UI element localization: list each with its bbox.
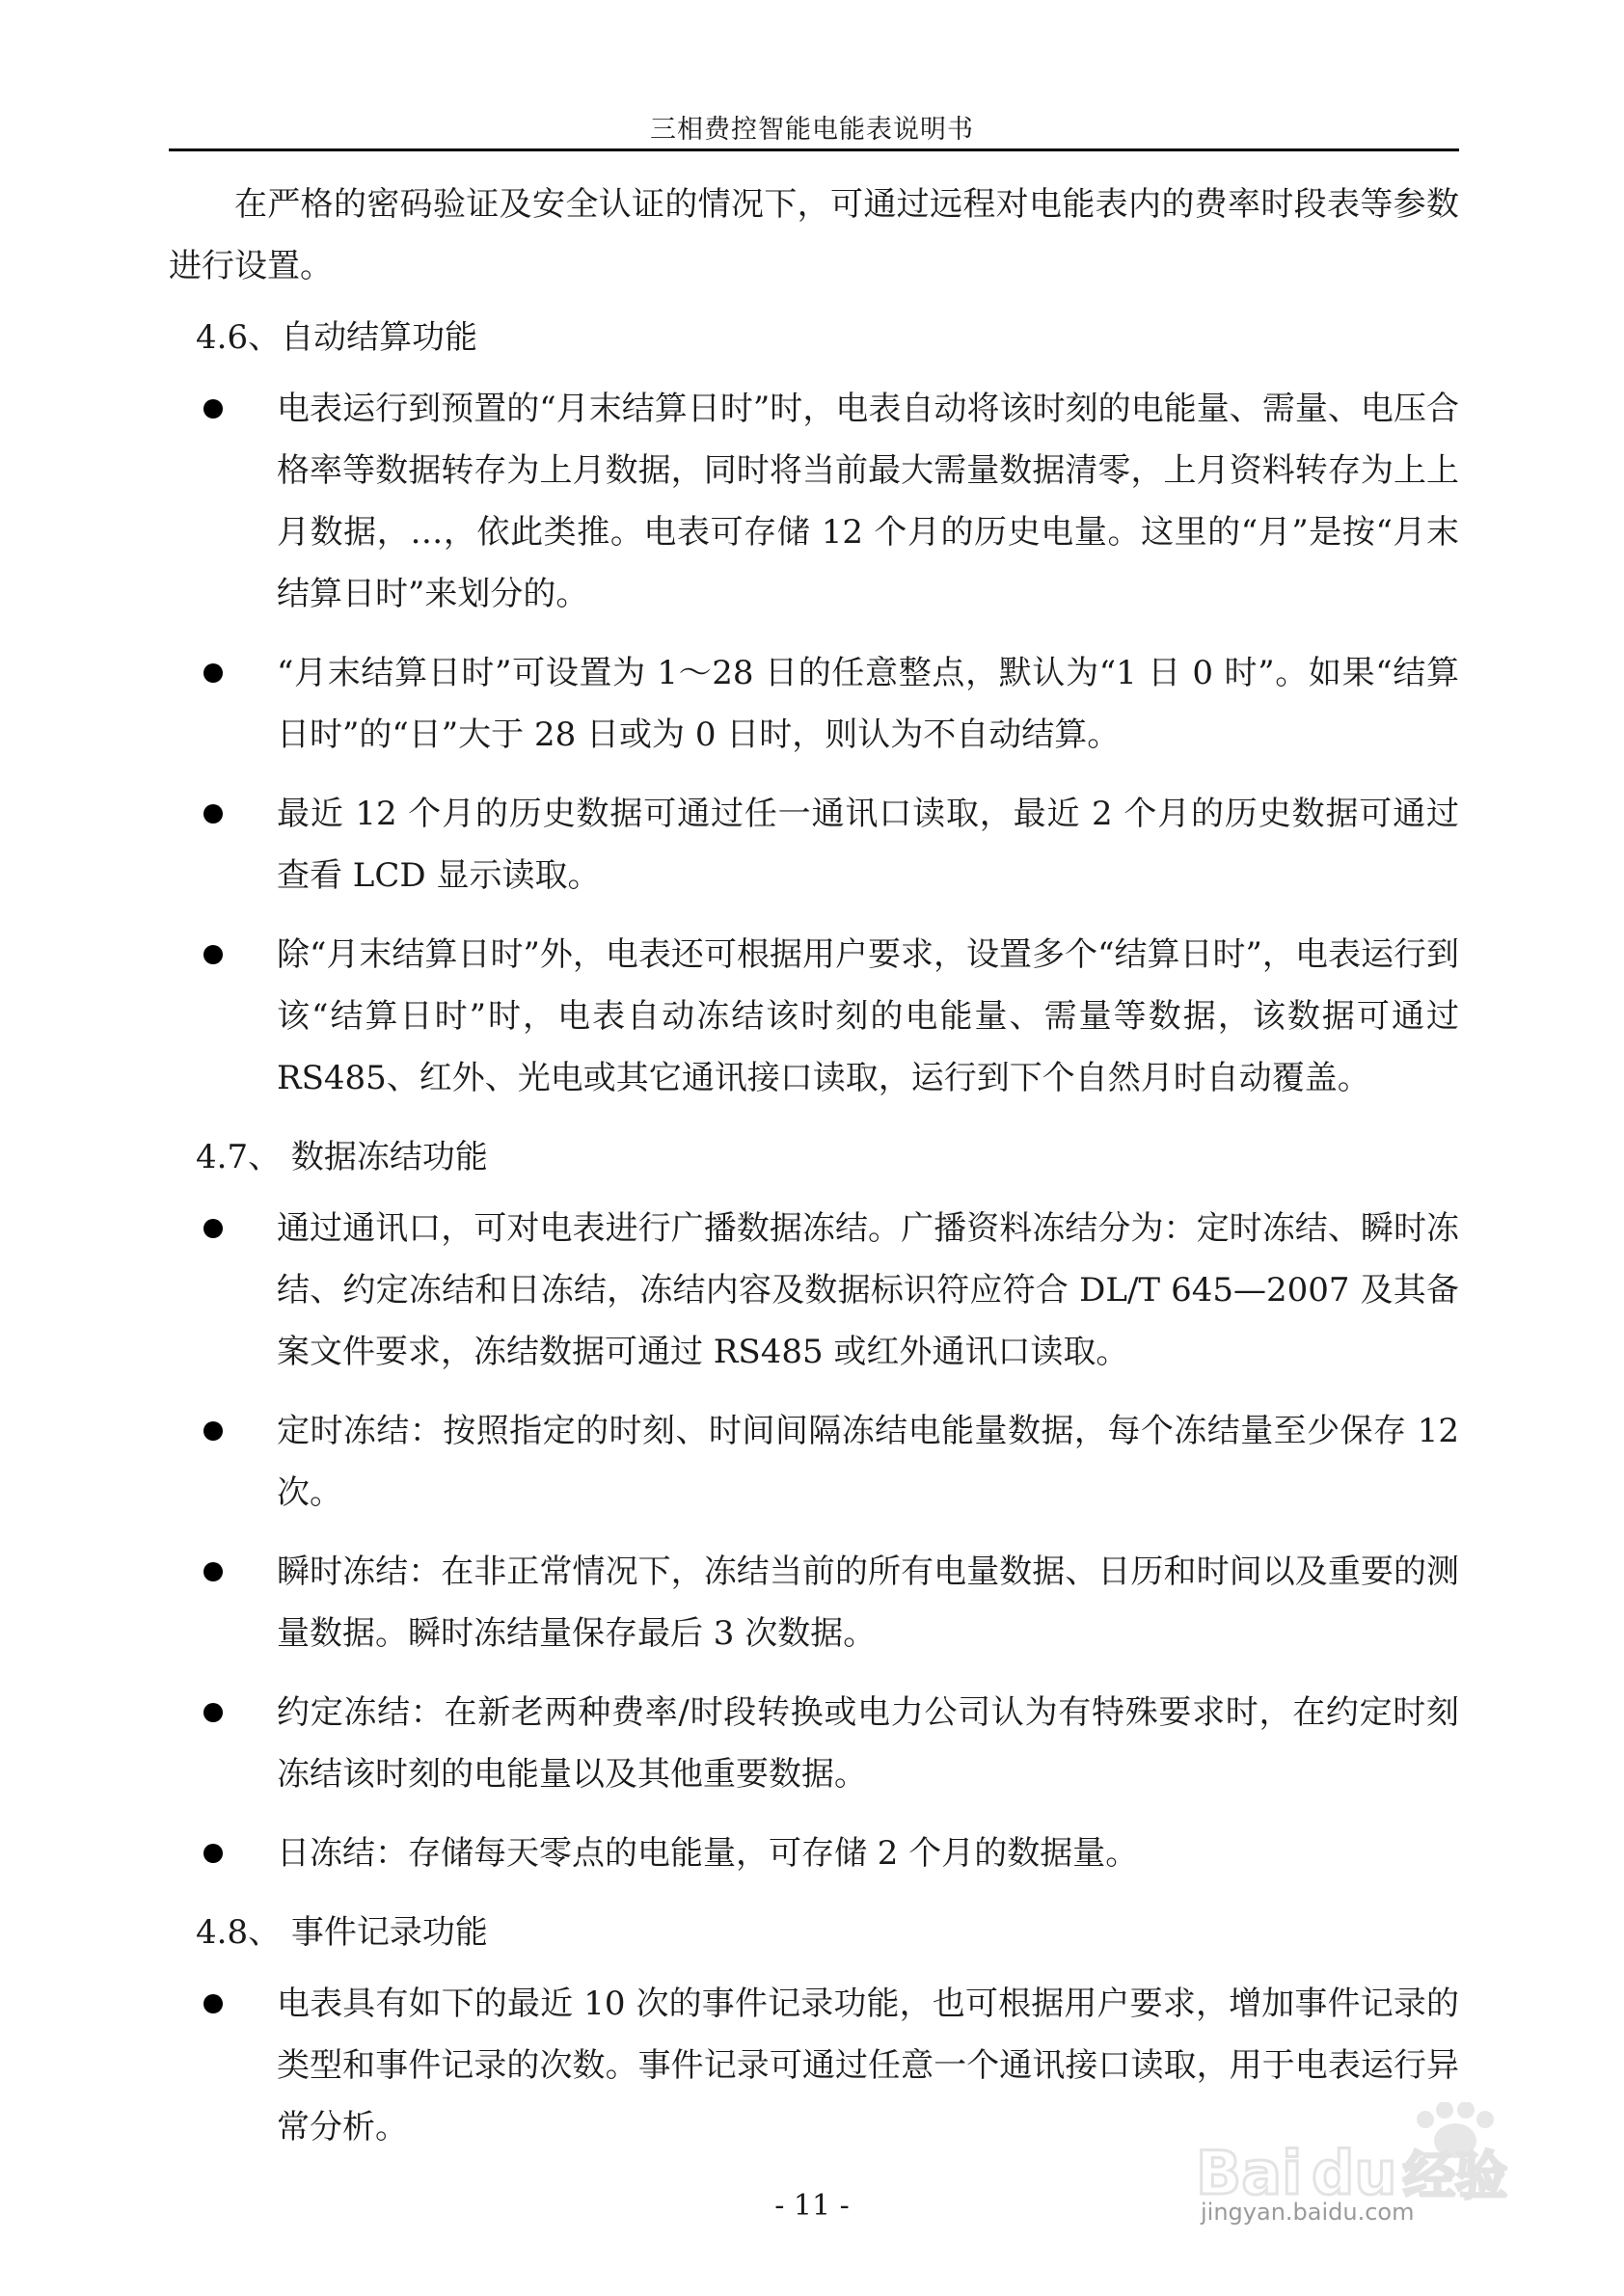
list-item [169, 1198, 1459, 1383]
document-body [169, 174, 1459, 2175]
bullet-icon [203, 663, 223, 683]
list-item [169, 783, 1459, 906]
watermark-url: jingyan.baidu.com [1201, 2199, 1415, 2226]
list-item-text: 约定冻结：在新老两种费率/时段转换或电力公司认为有特殊要求时，在约定时刻冻结该时刻的电能量以及其他重要数据。 [277, 1693, 1459, 1794]
bullet-icon [203, 1562, 223, 1581]
bullet-icon [203, 1703, 223, 1722]
list-item [169, 1682, 1459, 1805]
header-divider [169, 149, 1459, 151]
list-item-text: 日冻结：存储每天零点的电能量，可存储 2 个月的数据量。 [277, 1834, 1139, 1873]
svg-text:du: du [1312, 2138, 1397, 2208]
bullet-icon [203, 1421, 223, 1441]
list-item [169, 378, 1459, 625]
svg-text:经验: 经验 [1403, 2146, 1507, 2206]
bullet-icon [203, 399, 223, 419]
header-title: 三相费控智能电能表说明书 [650, 115, 974, 145]
bullet-icon [203, 1994, 223, 2013]
bullet-icon [203, 1219, 223, 1238]
list-item [169, 1823, 1459, 1884]
list-item-text: 定时冻结：按照指定的时刻、时间间隔冻结电能量数据，每个冻结量至少保存 12 次。 [277, 1412, 1459, 1512]
list-item-text: 电表运行到预置的“月末结算日时”时，电表自动将该时刻的电能量、需量、电压合格率等数据转存为上月数据，同时将当前最大需量数据清零，上月资料转存为上上月数据，…，依此类推。电表可存储 12 个月的历史电量。这里的“月”是按“月末结算日时”来划分的。 [277, 390, 1459, 613]
list-item-text: 电表具有如下的最近 10 次的事件记录功能，也可根据用户要求，增加事件记录的类型和事件记录的次数。事件记录可通过任意一个通讯接口读取，用于电表运行异常分析。 [277, 1985, 1459, 2147]
intro-paragraph: 在严格的密码验证及安全认证的情况下，可通过远程对电能表内的费率时段表等参数进行设置。 [169, 185, 1459, 285]
list-item [169, 1400, 1459, 1524]
list-item [169, 642, 1459, 766]
section-heading-4-7: 4.7、 数据冻结功能 [196, 1138, 488, 1176]
list-item [169, 1541, 1459, 1664]
list-item-text: 瞬时冻结：在非正常情况下，冻结当前的所有电量数据、日历和时间以及重要的测量数据。瞬时冻结量保存最后 3 次数据。 [277, 1553, 1459, 1653]
list-item-text: “月末结算日时”可设置为 1～28 日的任意整点，默认为“1 日 0 时”。如果“结算日时”的“日”大于 28 日或为 0 日时，则认为不自动结算。 [277, 654, 1459, 754]
bullet-icon [203, 945, 223, 964]
bullet-icon [203, 1844, 223, 1863]
list-item [169, 924, 1459, 1109]
section-heading-4-8: 4.8、 事件记录功能 [196, 1913, 488, 1952]
bullet-icon [203, 804, 223, 824]
svg-text:Bai: Bai [1196, 2138, 1303, 2208]
list-item-text: 通过通讯口，可对电表进行广播数据冻结。广播资料冻结分为：定时冻结、瞬时冻结、约定冻结和日冻结，冻结内容及数据标识符应符合 DL/T 645—2007 及其备案文件要求，冻结数据可通过 RS485 或红外通讯口读取。 [277, 1209, 1459, 1371]
page-number: - 11 - [774, 2189, 850, 2223]
list-item-text: 除“月末结算日时”外，电表还可根据用户要求，设置多个“结算日时”，电表运行到该“结算日时”时，电表自动冻结该时刻的电能量、需量等数据，该数据可通过 RS485、红外、光电或其它通讯接口读取，运行到下个自然月时自动覆盖。 [277, 935, 1459, 1097]
list-item-text: 最近 12 个月的历史数据可通过任一通讯口读取，最近 2 个月的历史数据可通过查看 LCD 显示读取。 [277, 795, 1459, 895]
section-heading-4-6: 4.6、自动结算功能 [196, 318, 478, 357]
